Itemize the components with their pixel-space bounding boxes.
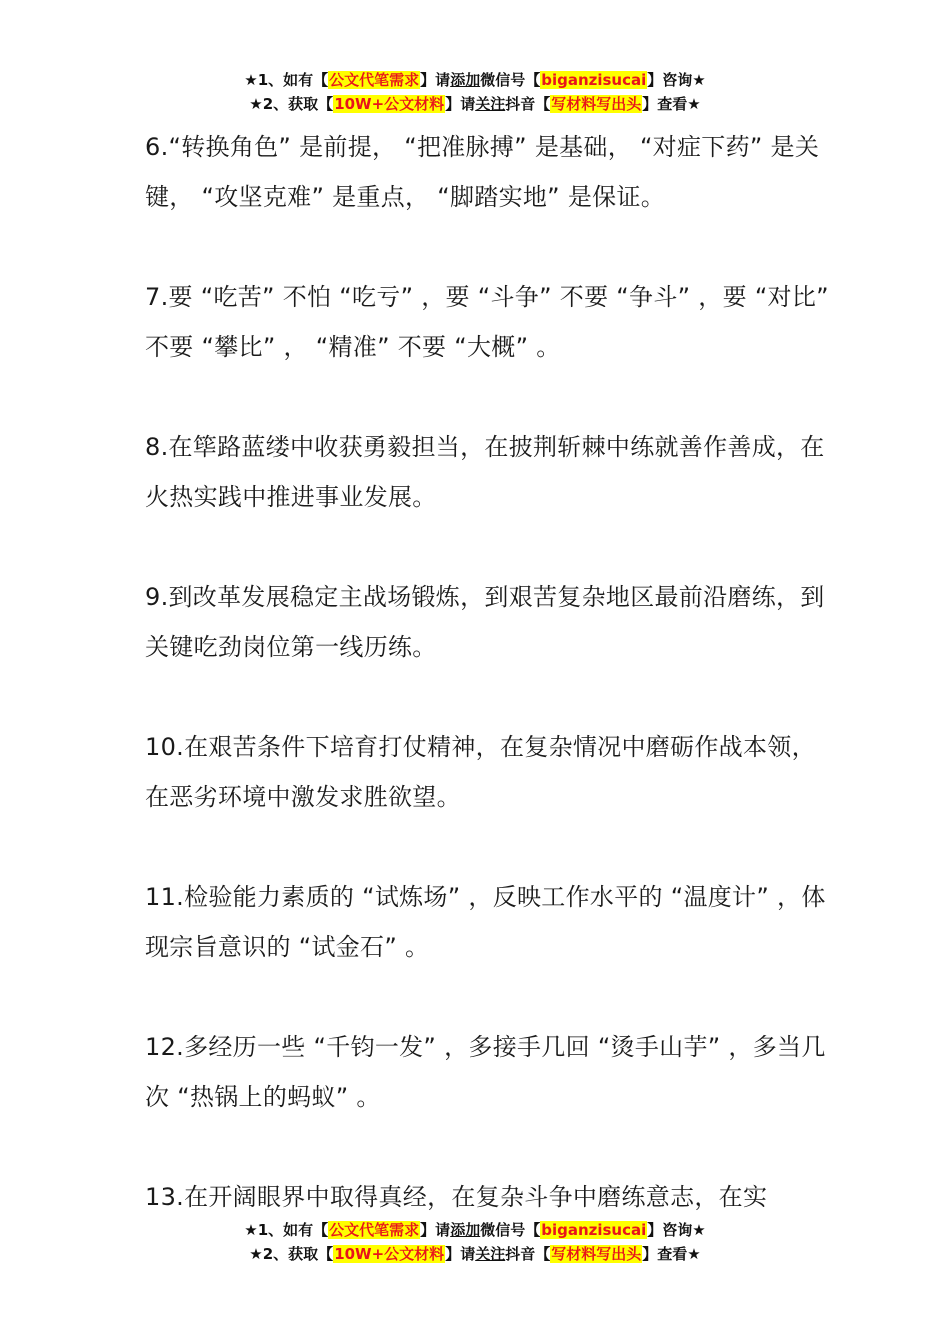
banner-highlight: 写材料写出头 [551,95,642,113]
paragraph: 13.在开阔眼界中取得真经，在复杂斗争中磨练意志，在实 [145,1183,768,1211]
banner-highlight: biganzisucai [541,71,647,89]
paragraph: 12.多经历一些 “千钧一发” ，多接手几回 “烫手山芋” ，多当几次 “热锅上的蚂蚁” 。 [145,1033,826,1111]
paragraph: 6.“转换角色” 是前提， “把准脉搏” 是基础， “对症下药” 是关键， “攻坚克难” 是重点， “脚踏实地” 是保证。 [145,133,820,211]
paragraph: 9.到改革发展稳定主战场锻炼，到艰苦复杂地区最前沿磨练，到关键吃劲岗位第一线历练。 [145,583,825,661]
banner-highlight: 公文代笔需求 [329,1221,420,1239]
banner-highlight: 10W+公文材料 [334,1245,445,1263]
banner-highlight: 10W+公文材料 [334,95,445,113]
footer-banner [0,1218,950,1266]
banner-line-2: ★2、获取【10W+公文材料】请关注抖音【写材料写出头】查看★ [249,1245,701,1263]
banner-line-2: ★2、获取【10W+公文材料】请关注抖音【写材料写出头】查看★ [249,95,701,113]
paragraph: 10.在艰苦条件下培育打仗精神，在复杂情况中磨砺作战本领，在恶劣环境中激发求胜欲望。 [145,733,816,811]
paragraph: 8.在筚路蓝缕中收获勇毅担当，在披荆斩棘中练就善作善成，在火热实践中推进事业发展。 [145,433,825,511]
banner-line-1: ★1、如有【公文代笔需求】请添加微信号【biganzisucai】咨询★ [244,71,706,89]
banner-highlight: 公文代笔需求 [329,71,420,89]
header-banner [0,68,950,116]
banner-line-1: ★1、如有【公文代笔需求】请添加微信号【biganzisucai】咨询★ [244,1221,706,1239]
paragraph: 7.要 “吃苦” 不怕 “吃亏” ，要 “斗争” 不要 “争斗” ，要 “对比” 不要 “攀比” ， “精准” 不要 “大概” 。 [145,283,837,361]
banner-highlight: biganzisucai [541,1221,647,1239]
paragraph: 11.检验能力素质的 “试炼场” ，反映工作水平的 “温度计” ，体现宗旨意识的 “试金石” 。 [145,883,826,961]
banner-highlight: 写材料写出头 [551,1245,642,1263]
document-body [145,122,835,1272]
